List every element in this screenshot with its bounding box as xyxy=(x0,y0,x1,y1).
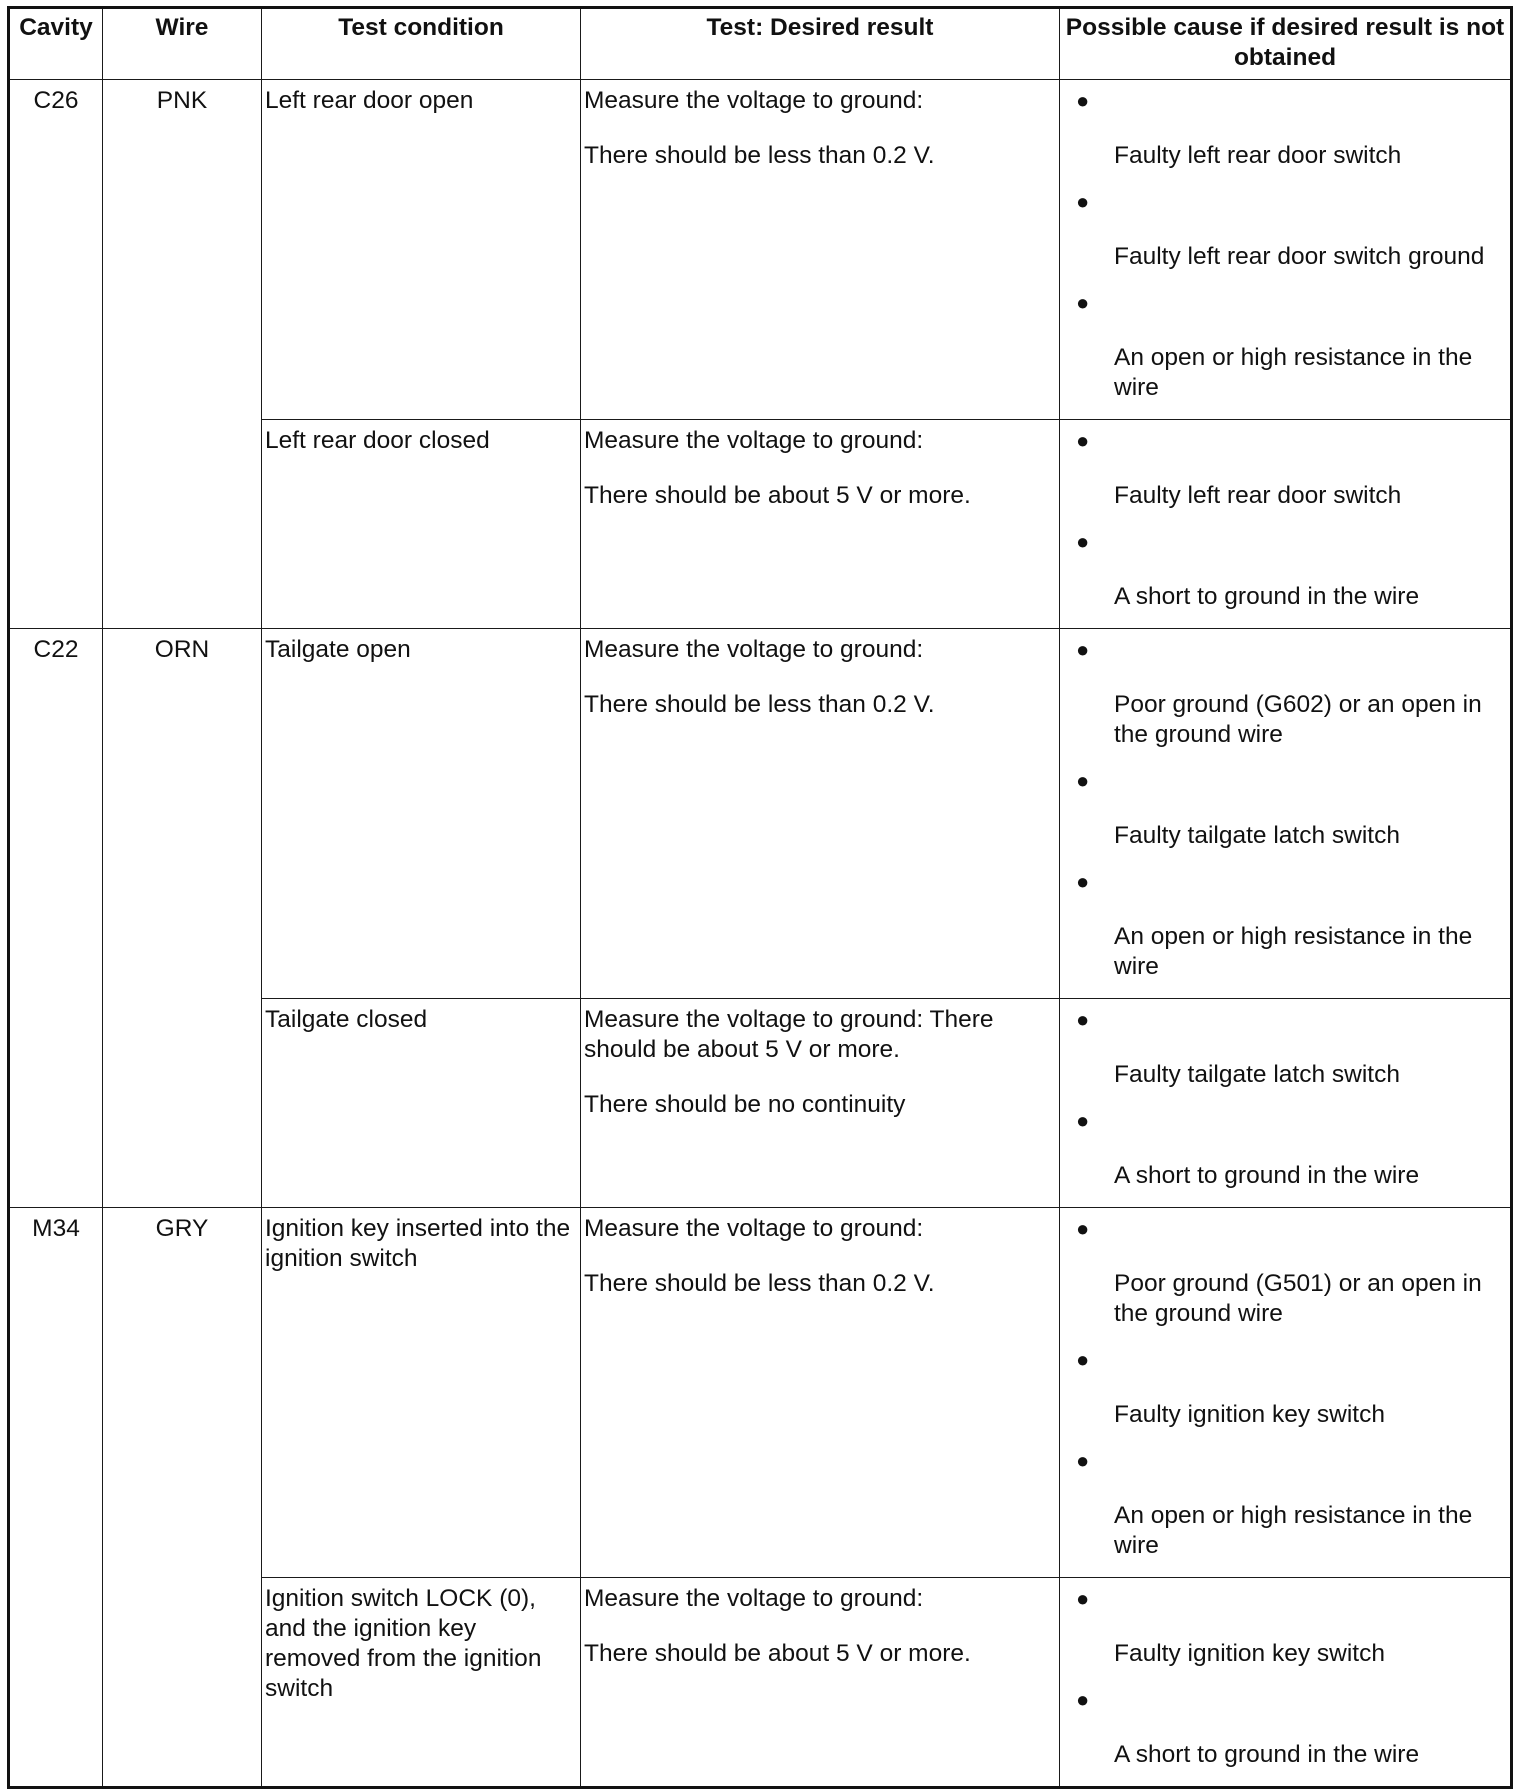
desired-result-cell xyxy=(581,1578,1060,1788)
bullet-icon: ● xyxy=(1076,1216,1090,1241)
cause-text: Poor ground (G501) or an open in the ground wire xyxy=(1114,1270,1482,1327)
document-page xyxy=(7,6,1510,1768)
diagnostic-table xyxy=(7,6,1513,1789)
bullet-icon: ● xyxy=(1076,1007,1090,1032)
desired-result-cell xyxy=(581,999,1060,1208)
test-condition-cell: Tailgate open xyxy=(262,629,581,999)
bullet-icon: ● xyxy=(1076,1108,1090,1133)
cause-item xyxy=(1076,1685,1504,1770)
result-line: Measure the voltage to ground: xyxy=(584,427,924,454)
bullet-icon: ● xyxy=(1076,768,1090,793)
result-line: Measure the voltage to ground: xyxy=(584,636,924,663)
header-wire: Wire xyxy=(103,8,262,80)
cause-item xyxy=(1076,1446,1504,1561)
cause-text: Faulty left rear door switch xyxy=(1114,142,1402,169)
bullet-icon: ● xyxy=(1076,637,1090,662)
result-line: There should be less than 0.2 V. xyxy=(584,142,935,169)
test-condition-cell: Ignition key inserted into the ignition switch xyxy=(262,1208,581,1578)
result-line: Measure the voltage to ground: xyxy=(584,1215,924,1242)
desired-result-cell xyxy=(581,629,1060,999)
header-cavity: Cavity xyxy=(9,8,103,80)
result-line: There should be about 5 V or more. xyxy=(584,482,971,509)
header-test-condition: Test condition xyxy=(262,8,581,80)
header-desired-result: Test: Desired result xyxy=(581,8,1060,80)
table-row xyxy=(9,1208,1512,1578)
cause-item xyxy=(1076,635,1504,750)
test-condition-cell: Left rear door open xyxy=(262,80,581,420)
cause-text: Faulty tailgate latch switch xyxy=(1114,822,1400,849)
bullet-icon: ● xyxy=(1076,189,1090,214)
possible-cause-cell xyxy=(1060,999,1512,1208)
wire-color-cell: GRY xyxy=(103,1208,262,1788)
cause-item xyxy=(1076,766,1504,851)
cause-item xyxy=(1076,86,1504,171)
cause-item xyxy=(1076,187,1504,272)
result-line: There should be no continuity xyxy=(584,1091,906,1118)
cause-text: Faulty ignition key switch xyxy=(1114,1640,1385,1667)
cause-text: A short to ground in the wire xyxy=(1114,1162,1420,1189)
cause-item xyxy=(1076,1214,1504,1329)
bullet-icon: ● xyxy=(1076,290,1090,315)
table-row xyxy=(9,629,1512,999)
desired-result-cell xyxy=(581,80,1060,420)
cause-text: An open or high resistance in the wire xyxy=(1114,1502,1473,1559)
cause-text: An open or high resistance in the wire xyxy=(1114,344,1473,401)
test-condition-cell: Tailgate closed xyxy=(262,999,581,1208)
result-line: There should be less than 0.2 V. xyxy=(584,1270,935,1297)
bullet-icon: ● xyxy=(1076,1687,1090,1712)
cause-item xyxy=(1076,867,1504,982)
cause-text: A short to ground in the wire xyxy=(1114,1741,1420,1768)
result-line: There should be less than 0.2 V. xyxy=(584,691,935,718)
wire-color-cell: ORN xyxy=(103,629,262,1208)
cause-item xyxy=(1076,426,1504,511)
cause-item xyxy=(1076,1106,1504,1191)
bullet-icon: ● xyxy=(1076,869,1090,894)
possible-cause-cell xyxy=(1060,1208,1512,1578)
desired-result-cell xyxy=(581,420,1060,629)
possible-cause-cell xyxy=(1060,1578,1512,1788)
cavity-cell: C22 xyxy=(9,629,103,1208)
bullet-icon: ● xyxy=(1076,529,1090,554)
bullet-icon: ● xyxy=(1076,1347,1090,1372)
table-body xyxy=(9,80,1512,1788)
wire-color-cell: PNK xyxy=(103,80,262,629)
table-header-row xyxy=(9,8,1512,80)
cavity-cell: M34 xyxy=(9,1208,103,1788)
bullet-icon: ● xyxy=(1076,1586,1090,1611)
header-possible-cause: Possible cause if desired result is not obtained xyxy=(1060,8,1512,80)
result-line: There should be about 5 V or more. xyxy=(584,1640,971,1667)
test-condition-cell: Ignition switch LOCK (0), and the ignition key removed from the ignition switch xyxy=(262,1578,581,1788)
possible-cause-cell xyxy=(1060,80,1512,420)
cause-text: Faulty tailgate latch switch xyxy=(1114,1061,1400,1088)
cause-text: Faulty left rear door switch xyxy=(1114,482,1402,509)
cause-text: An open or high resistance in the wire xyxy=(1114,923,1473,980)
cause-item xyxy=(1076,527,1504,612)
cause-text: Faulty ignition key switch xyxy=(1114,1401,1385,1428)
bullet-icon: ● xyxy=(1076,88,1090,113)
cavity-cell: C26 xyxy=(9,80,103,629)
cause-item xyxy=(1076,1584,1504,1669)
cause-item xyxy=(1076,1005,1504,1090)
test-condition-cell: Left rear door closed xyxy=(262,420,581,629)
desired-result-cell xyxy=(581,1208,1060,1578)
cause-text: A short to ground in the wire xyxy=(1114,583,1420,610)
cause-item xyxy=(1076,1345,1504,1430)
cause-item xyxy=(1076,288,1504,403)
possible-cause-cell xyxy=(1060,629,1512,999)
cause-text: Faulty left rear door switch ground xyxy=(1114,243,1485,270)
possible-cause-cell xyxy=(1060,420,1512,629)
bullet-icon: ● xyxy=(1076,1448,1090,1473)
result-line: Measure the voltage to ground: There should be about 5 V or more. xyxy=(584,1006,994,1063)
table-row xyxy=(9,80,1512,420)
result-line: Measure the voltage to ground: xyxy=(584,1585,924,1612)
bullet-icon: ● xyxy=(1076,428,1090,453)
result-line: Measure the voltage to ground: xyxy=(584,87,924,114)
cause-text: Poor ground (G602) or an open in the ground wire xyxy=(1114,691,1482,748)
